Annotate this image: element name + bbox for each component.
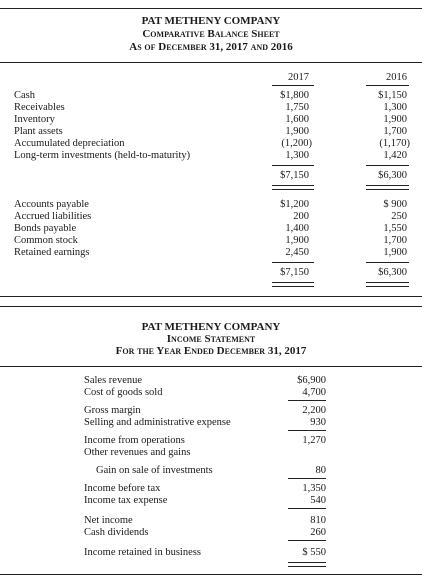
is-row-amount: 260 [310, 527, 326, 538]
is-row-amount: 1,270 [302, 435, 326, 446]
bs-header-rule [0, 62, 422, 63]
asset-2016-value: 1,900 [383, 114, 407, 125]
is-row-label: Cost of goods sold [84, 387, 163, 398]
liabilities-2016-underline [366, 262, 409, 263]
is-date-line: For the Year Ended December 31, 2017 [115, 345, 307, 357]
is-top-rule [0, 306, 422, 307]
liability-2017-value: 1,400 [285, 223, 309, 234]
dividends-underline [288, 540, 326, 541]
liability-2017-value: 2,450 [285, 247, 309, 258]
col-2017-underline [272, 85, 314, 86]
is-title: Income Statement [166, 333, 256, 345]
asset-2017-value: $1,800 [280, 90, 309, 101]
asset-2016-value: 1,300 [383, 102, 407, 113]
cogs-underline [288, 400, 326, 401]
liabilities-2017-double-rule [272, 282, 314, 287]
liability-2017-value: 1,900 [285, 235, 309, 246]
liability-2016-value: 1,700 [383, 235, 407, 246]
assets-2016-double-rule [366, 185, 409, 190]
asset-label: Cash [14, 90, 35, 101]
is-header-rule [0, 366, 422, 367]
bs-col-header-2017: 2017 [288, 72, 309, 83]
is-row-label: Selling and administrative expense [84, 417, 231, 428]
asset-label: Plant assets [14, 126, 63, 137]
bs-date-line: As of December 31, 2017 and 2016 [129, 41, 293, 53]
asset-label: Accumulated depreciation [14, 138, 125, 149]
bs-bottom-rule [0, 296, 422, 297]
liability-label: Common stock [14, 235, 78, 246]
asset-2017-value: 1,900 [285, 126, 309, 137]
asset-2017-value: (1,200) [281, 138, 312, 149]
bs-company-name: PAT METHENY COMPANY [141, 15, 281, 27]
liabilities-total-2016: $6,300 [378, 267, 407, 278]
liability-label: Accrued liabilities [14, 211, 92, 222]
gain-underline [288, 478, 326, 479]
is-row-amount: 4,700 [302, 387, 326, 398]
liability-2017-value: 200 [293, 211, 309, 222]
sga-underline [288, 430, 326, 431]
asset-2017-value: 1,750 [285, 102, 309, 113]
liability-2017-value: $1,200 [280, 199, 309, 210]
assets-2017-double-rule [272, 185, 314, 190]
is-row-label: Income tax expense [84, 495, 168, 506]
is-row-amount: $6,900 [297, 375, 326, 386]
is-row-label: Other revenues and gains [84, 447, 191, 458]
is-row-amount: 540 [310, 495, 326, 506]
liabilities-total-2017: $7,150 [280, 267, 309, 278]
liability-2016-value: 250 [391, 211, 407, 222]
bs-title: Comparative Balance Sheet [142, 28, 280, 40]
asset-2016-value: $1,150 [378, 90, 407, 101]
is-row-label: Income before tax [84, 483, 161, 494]
liability-label: Accounts payable [14, 199, 89, 210]
is-row-amount: 80 [315, 465, 326, 476]
retained-double-rule [288, 562, 326, 567]
liability-2016-value: $ 900 [383, 199, 407, 210]
asset-2017-value: 1,600 [285, 114, 309, 125]
asset-label: Long-term investments (held-to-maturity) [14, 150, 191, 161]
col-2016-underline [366, 85, 409, 86]
liabilities-2017-underline [272, 262, 314, 263]
asset-2016-value: (1,170) [379, 138, 410, 149]
is-bottom-rule [0, 574, 422, 575]
asset-2017-value: 1,300 [285, 150, 309, 161]
is-row-label: Income from operations [84, 435, 185, 446]
assets-2016-underline [366, 165, 409, 166]
asset-2016-value: 1,420 [383, 150, 407, 161]
assets-total-2017: $7,150 [280, 170, 309, 181]
is-row-amount: 2,200 [302, 405, 326, 416]
liability-2016-value: 1,550 [383, 223, 407, 234]
is-row-amount: 810 [310, 515, 326, 526]
bs-col-header-2016: 2016 [386, 72, 407, 83]
is-row-amount: 930 [310, 417, 326, 428]
is-row-label: Net income [84, 515, 133, 526]
top-rule [0, 8, 422, 9]
is-row-label: Gain on sale of investments [96, 465, 213, 476]
is-company-name: PAT METHENY COMPANY [141, 321, 281, 333]
is-row-label: Sales revenue [84, 375, 143, 386]
liabilities-2016-double-rule [366, 282, 409, 287]
is-row-amount: 1,350 [302, 483, 326, 494]
tax-underline [288, 508, 326, 509]
is-row-amount: $ 550 [302, 547, 326, 558]
assets-total-2016: $6,300 [378, 170, 407, 181]
liability-label: Bonds payable [14, 223, 77, 234]
is-row-label: Income retained in business [84, 547, 201, 558]
liability-label: Retained earnings [14, 247, 90, 258]
asset-2016-value: 1,700 [383, 126, 407, 137]
is-row-label: Gross margin [84, 405, 141, 416]
assets-2017-underline [272, 165, 314, 166]
asset-label: Receivables [14, 102, 65, 113]
liability-2016-value: 1,900 [383, 247, 407, 258]
asset-label: Inventory [14, 114, 55, 125]
is-row-label: Cash dividends [84, 527, 149, 538]
